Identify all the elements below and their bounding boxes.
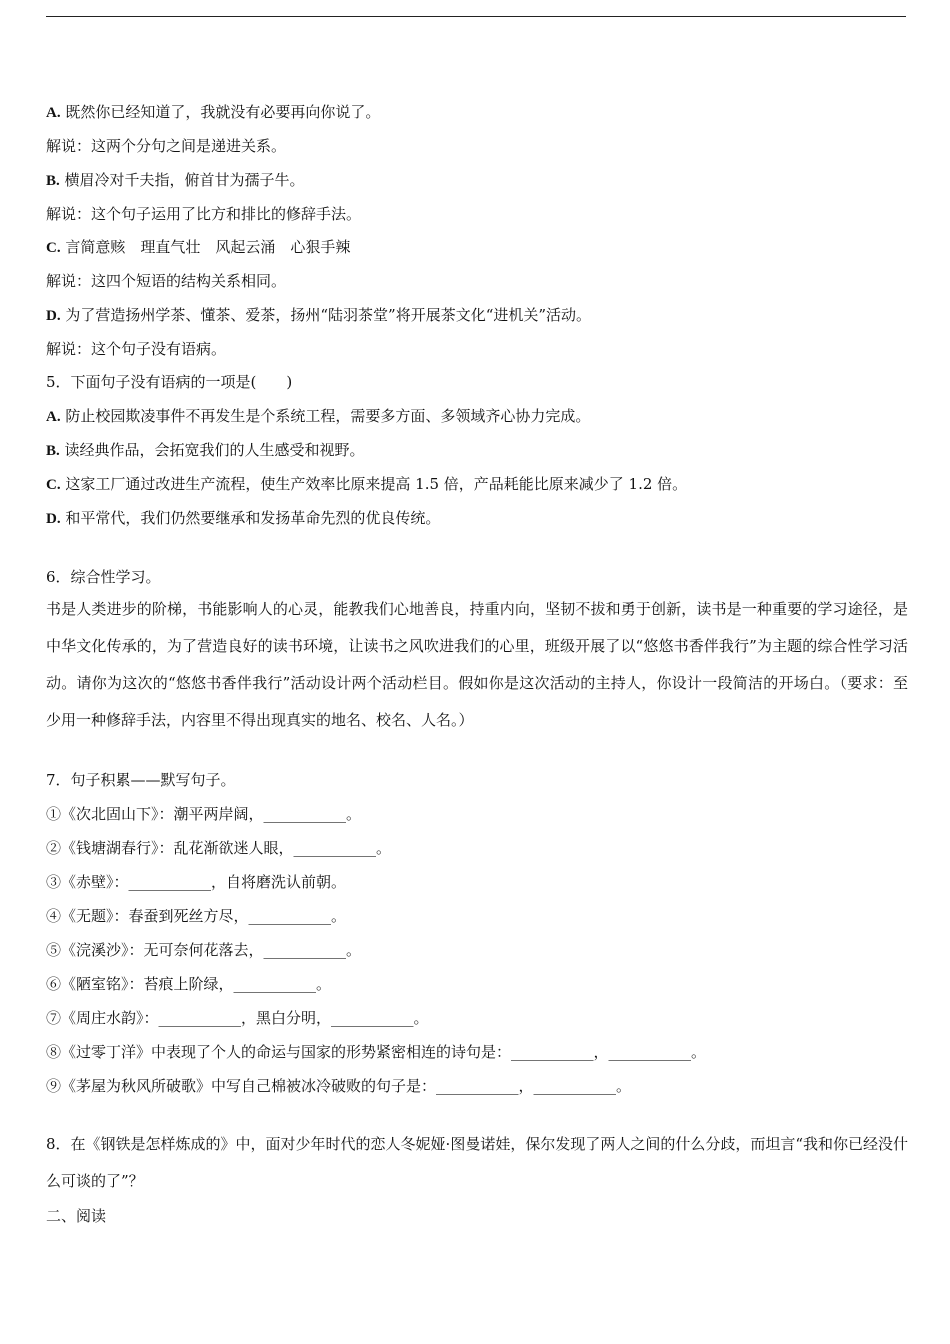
q5-option-d: D. 和平常代，我们仍然要继承和发扬革命先烈的优良传统。 xyxy=(46,509,441,527)
q6-paragraph: 书是人类进步的阶梯，书能影响人的心灵，能教我们心地善良，持重内向，坚韧不拔和勇于创新，读书是一种重要的学习途径，是中华文化传承的，为了营造良好的读书环境，让读书之风吹进我们的心里，班级开展了以“悠悠书香伴我行”为主题的综合性学习活动。请你为这次的“悠悠书香伴我行”活动设计两个活动栏目。假如你是这次活动的主持人，你设计一段简洁的开场白。（要求：至少用一种修辞手法，内容里不得出现真实的地名、校名、人名。） xyxy=(46,600,908,729)
q5-option-a: A. 防止校园欺凌事件不再发生是个系统工程，需要多方面、多领域齐心协力完成。 xyxy=(46,407,591,425)
q4-option-b: B. 横眉冷对千夫指，俯首甘为孺子牛。 xyxy=(46,171,305,189)
q7-item-5: ⑤《浣溪沙》：无可奈何花落去，___________。 xyxy=(46,941,362,959)
q7-item-4: ④《无题》：春蚕到死丝方尽，___________。 xyxy=(46,907,347,925)
q5-option-b: B. 读经典作品，会拓宽我们的人生感受和视野。 xyxy=(46,441,365,459)
q5-stem: 5．下面句子没有语病的一项是( ) xyxy=(46,373,293,391)
q4-explanation-b: 解说：这个句子运用了比方和排比的修辞手法。 xyxy=(46,205,362,223)
q4-explanation-c: 解说：这四个短语的结构关系相同。 xyxy=(46,272,287,290)
q4-option-d: D. 为了营造扬州学茶、懂茶、爱茶，扬州“陆羽茶堂”将开展茶文化“进机关”活动。 xyxy=(46,306,592,324)
q7-stem: 7．句子积累——默写句子。 xyxy=(46,771,236,789)
q4-explanation-d: 解说：这个句子没有语病。 xyxy=(46,340,227,358)
q7-item-6: ⑥《陋室铭》：苔痕上阶绿，___________。 xyxy=(46,975,332,993)
q4-option-a: A. 既然你已经知道了，我就没有必要再向你说了。 xyxy=(46,103,381,121)
q7-item-8: ⑧《过零丁洋》中表现了个人的命运与国家的形势紧密相连的诗句是：___________，___________。 xyxy=(46,1043,707,1061)
q7-item-1: ①《次北固山下》：潮平两岸阔，___________。 xyxy=(46,805,362,823)
q7-item-7: ⑦《周庄水韵》：___________，黑白分明，___________。 xyxy=(46,1009,429,1027)
section-heading: 二、阅读 xyxy=(46,1207,107,1225)
q7-item-3: ③《赤壁》：___________，自将磨洗认前朝。 xyxy=(46,873,347,891)
q6-stem: 6．综合性学习。 xyxy=(46,568,161,586)
q8-paragraph: 8．在《钢铁是怎样炼成的》中，面对少年时代的恋人冬妮娅·图曼诺娃，保尔发现了两人之间的什么分歧，而坦言“我和你已经没什么可谈的了”？ xyxy=(46,1135,908,1190)
header-rule xyxy=(46,16,906,17)
q7-item-9: ⑨《茅屋为秋风所破歌》中写自己棉被冰冷破败的句子是：___________，___________。 xyxy=(46,1077,632,1095)
q4-explanation-a: 解说：这两个分句之间是递进关系。 xyxy=(46,137,287,155)
q4-option-c: C. 言简意赅 理直气壮 风起云涌 心狠手辣 xyxy=(46,238,351,256)
q7-item-2: ②《钱塘湖春行》：乱花渐欲迷人眼，___________。 xyxy=(46,839,392,857)
q5-option-c: C. 这家工厂通过改进生产流程，使生产效率比原来提高 1.5 倍，产品耗能比原来减少了 1.2 倍。 xyxy=(46,475,688,493)
